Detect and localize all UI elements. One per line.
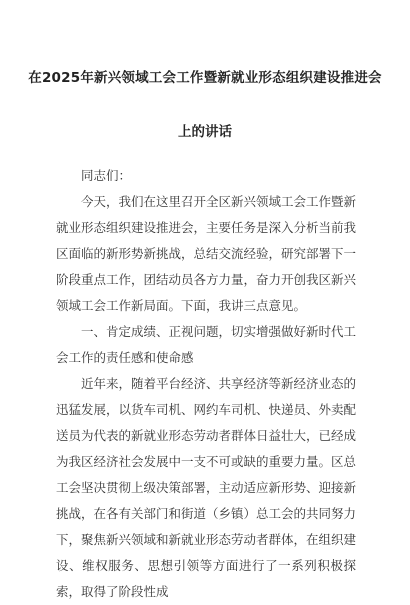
document-title-continued: 上的讲话 bbox=[178, 124, 232, 140]
document-title: 在2025年新兴领域工会工作暨新就业形态组织建设推进会 bbox=[28, 70, 382, 86]
section-heading-1: 一、肯定成绩、正视问题，切实增强做好新时代工会工作的责任感和使命感 bbox=[56, 324, 357, 365]
salutation: 同志们： bbox=[81, 168, 132, 183]
paragraph-intro: 今天，我们在这里召开全区新兴领域工会工作暨新就业形态组织建设推进会，主要任务是深入分析当前我区面临的新形势新挑战，总结交流经验，研究部署下一阶段重点工作，团结动员各方力量，奋力开创我区新兴领域工会工作新局面。下面，我讲三点意见。 bbox=[56, 194, 357, 313]
paragraph-section-1: 近年来，随着平台经济、共享经济等新经济业态的迅猛发展，以货车司机、网约车司机、快递员、外卖配送员为代表的新就业形态劳动者群体日益壮大，已经成为我区经济社会发展中一支不可或缺的重要力量。区总工会坚决贯彻上级决策部署，主动适应新形势、迎接新挑战，在各有关部门和街道（乡镇）总工会的共同努力下，聚焦新兴领域和新就业形态劳动者群体，在组织建设、维权服务、思想引领等方面进行了一系列积极探索，取得了阶段性成 bbox=[56, 376, 357, 599]
